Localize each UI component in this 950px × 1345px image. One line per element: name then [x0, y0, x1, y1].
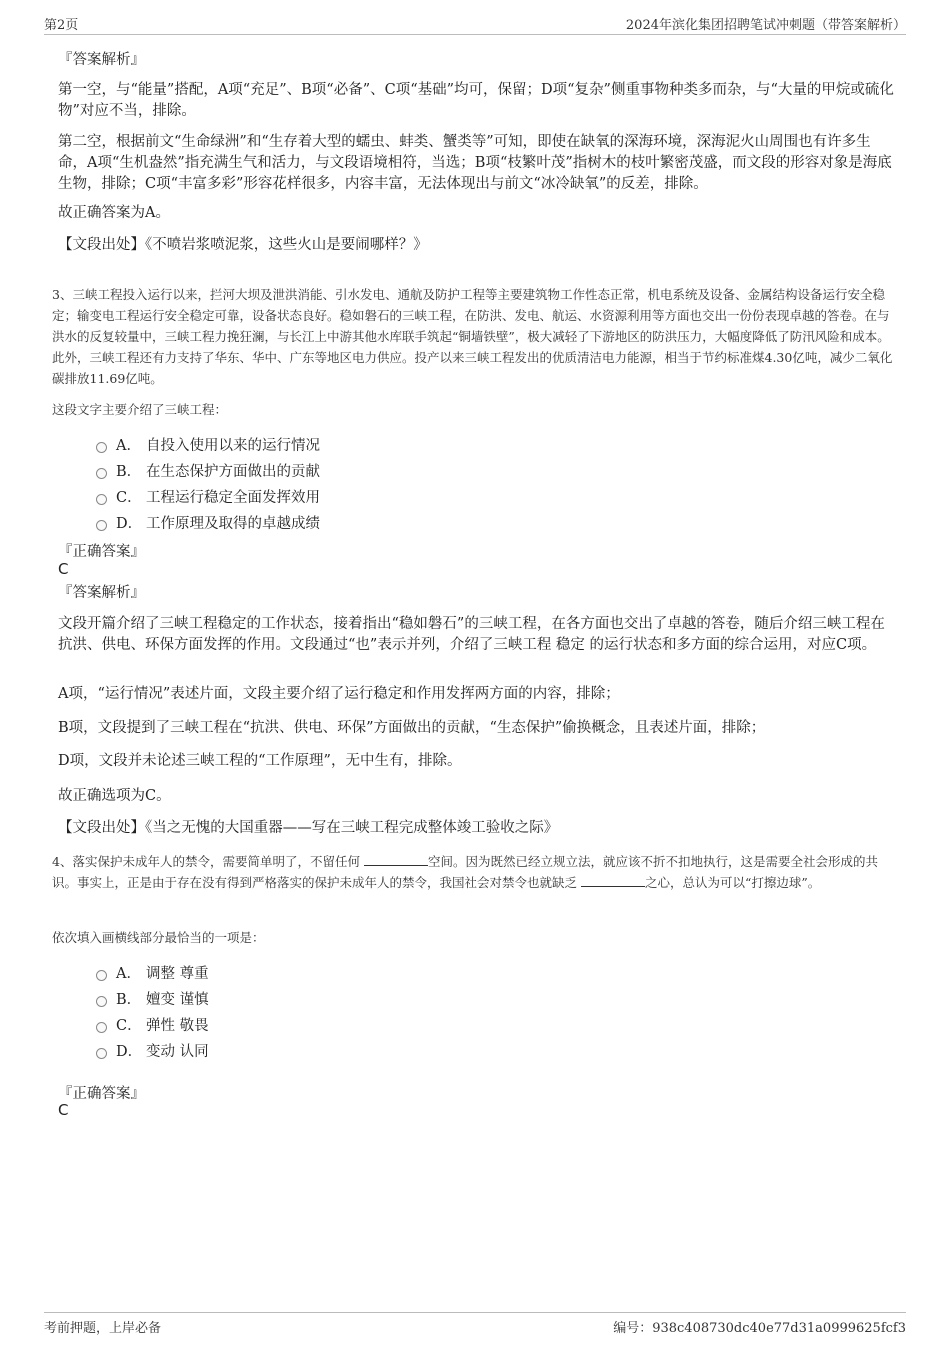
- radio-button[interactable]: [96, 1048, 107, 1059]
- radio-button[interactable]: [96, 520, 107, 531]
- source-citation: 【文段出处】《当之无愧的大国重器——写在三峡工程完成整体竣工验收之际》: [58, 820, 559, 836]
- option-b[interactable]: B． 嬗变 谨慎: [96, 985, 209, 1011]
- conclusion: 故正确答案为A。: [58, 205, 170, 221]
- question-3-options: [96, 431, 320, 535]
- fill-blank-1: [364, 853, 428, 866]
- radio-button[interactable]: [96, 1022, 107, 1033]
- analysis-text-4: D项，文段并未论述三峡工程的“工作原理”，无中生有，排除。: [58, 753, 462, 769]
- correct-answer-label: 『正确答案』: [58, 1086, 145, 1102]
- analysis-text-1: 文段开篇介绍了三峡工程稳定的工作状态，接着指出“稳如磐石”的三峡工程，在各方面也交出了卓越的答卷，随后介绍三峡工程在抗洪、供电、环保方面发挥的作用。文段通过“也”表示并列，介绍了三峡工程 稳定 的运行状态和多方面的综合运用，对应C项。: [58, 616, 885, 653]
- question-4-prompt: 依次填入画横线部分最恰当的一项是：: [52, 930, 265, 945]
- document-title: 2024年滨化集团招聘笔试冲刺题（带答案解析）: [625, 18, 906, 33]
- option-c[interactable]: C． 工程运行稳定全面发挥效用: [96, 483, 320, 509]
- radio-button[interactable]: [96, 468, 107, 479]
- question-4-options: [96, 959, 209, 1063]
- analysis-paragraph: [58, 132, 894, 195]
- analysis-label: 『答案解析』: [58, 585, 145, 601]
- source-citation: 【文段出处】《不喷岩浆喷泥浆，这些火山是要闹哪样？》: [58, 237, 428, 253]
- page-number: 第2页: [44, 18, 79, 33]
- footer-slogan: 考前押题，上岸必备: [44, 1321, 162, 1336]
- option-d[interactable]: D． 工作原理及取得的卓越成绩: [96, 509, 320, 535]
- option-d[interactable]: D． 变动 认同: [96, 1037, 209, 1063]
- page-header: [44, 14, 906, 35]
- fill-blank-2: [581, 874, 645, 887]
- question-3-prompt: 这段文字主要介绍了三峡工程：: [52, 402, 228, 417]
- conclusion: 故正确选项为C。: [58, 788, 171, 804]
- document-code: 编号：938c408730dc40e77d31a0999625fcf3: [613, 1321, 906, 1336]
- radio-button[interactable]: [96, 442, 107, 453]
- analysis-text-2: A项，“运行情况”表述片面，文段主要介绍了运行稳定和作用发挥两方面的内容，排除；: [58, 686, 620, 702]
- page-footer: [44, 1312, 906, 1337]
- option-a[interactable]: A． 自投入使用以来的运行情况: [96, 431, 320, 457]
- analysis-label: 『答案解析』: [58, 52, 145, 68]
- question-3-body: 3、三峡工程投入运行以来，拦河大坝及泄洪消能、引水发电、通航及防护工程等主要建筑物工作性态正常，机电系统及设备、金属结构设备运行安全稳定；输变电工程运行安全稳定可靠，设备状态良好。稳如磐石的三峡工程，在防洪、发电、航运、水资源利用等方面也交出一份份表现卓越的答卷。在与洪水的反复较量中，三峡工程力挽狂澜，与长江上中游其他水库联手筑起“铜墙铁壁”，极大减轻了下游地区的防洪压力，大幅度降低了防汛风险和成本。此外，三峡工程还有力支持了华东、华中、广东等地区电力供应。投产以来三峡工程发出的优质清洁电力能源，相当于节约标准煤4.30亿吨，减少二氧化碳排放11.69亿吨。: [52, 287, 893, 386]
- radio-button[interactable]: [96, 996, 107, 1007]
- analysis-text-2: 第二空，根据前文“生命绿洲”和“生存着大型的蠕虫、蚌类、蟹类等”可知，即使在缺氧的深海环境，深海泥火山周围也有许多生命，A项“生机盎然”指充满生气和活力，与文段语境相符，当选；B项“枝繁叶茂”指树木的枝叶繁密茂盛，而文段的形容对象是海底生物，排除；C项“丰富多彩”形容花样很多，内容丰富，无法体现出与前文“冰冷缺氧”的反差，排除。: [58, 134, 892, 192]
- correct-answer: C: [58, 560, 69, 578]
- option-a[interactable]: A． 调整 尊重: [96, 959, 209, 985]
- analysis-paragraph: [58, 80, 894, 122]
- radio-button[interactable]: [96, 970, 107, 981]
- correct-answer: C: [58, 1101, 69, 1119]
- analysis-text-3: B项，文段提到了三峡工程在“抗洪、供电、环保”方面做出的贡献，“生态保护”偷换概念，且表述片面，排除；: [58, 720, 766, 736]
- correct-answer-label: 『正确答案』: [58, 544, 145, 560]
- radio-button[interactable]: [96, 494, 107, 505]
- option-c[interactable]: C． 弹性 敬畏: [96, 1011, 209, 1037]
- option-b[interactable]: B． 在生态保护方面做出的贡献: [96, 457, 320, 483]
- question-4-body: 4、落实保护未成年人的禁令，需要简单明了，不留任何 空间。因为既然已经立规立法，就应该不折不扣地执行，这是需要全社会形成的共识。事实上，正是由于存在没有得到严格落实的保护未成年人的禁令，我国社会对禁令也就缺乏 之心，总认为可以“打擦边球”。: [52, 854, 878, 890]
- analysis-text-1: 第一空，与“能量”搭配，A项“充足”、B项“必备”、C项“基础”均可，保留；D项“复杂”侧重事物种类多而杂，与“大量的甲烷或硫化物”对应不当，排除。: [58, 82, 894, 119]
